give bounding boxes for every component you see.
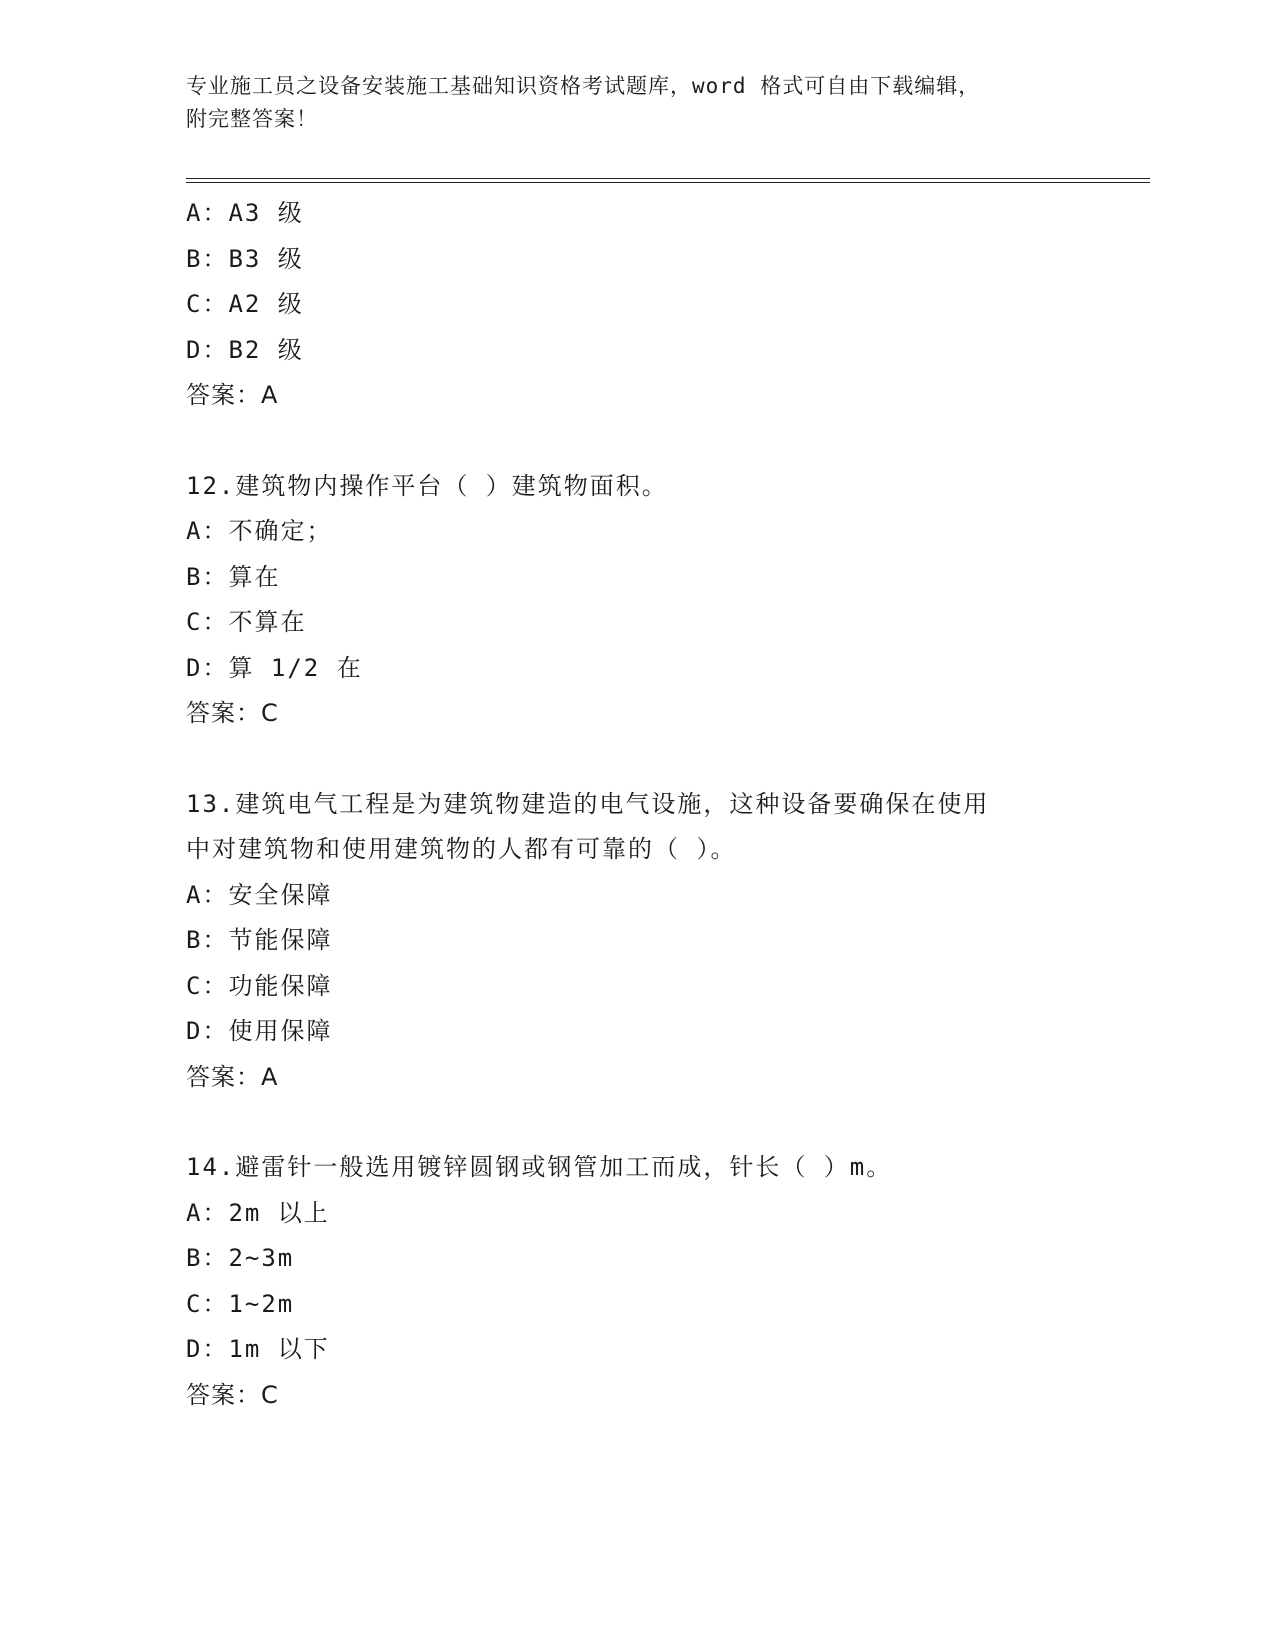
option-d: D：使用保障 <box>186 1017 333 1045</box>
answer-line: 答案：C <box>186 699 279 727</box>
question-block-prev <box>186 191 1126 419</box>
option-d: D：B2 级 <box>186 335 304 364</box>
header-title-line-2: 附完整答案！ <box>186 107 318 131</box>
question-block-12 <box>186 464 1126 737</box>
option-b: B：2~3m <box>186 1244 295 1272</box>
option-a: A：安全保障 <box>186 880 333 909</box>
question-spacer <box>186 737 1126 782</box>
option-c: C：不算在 <box>186 608 307 636</box>
option-c: C：功能保障 <box>186 971 333 1000</box>
option-c: C：1~2m <box>186 1289 295 1318</box>
answer-line: 答案：C <box>186 1380 279 1409</box>
question-block-13 <box>186 782 1126 1101</box>
header-title-line-1: 专业施工员之设备安装施工基础知识资格考试题库，word 格式可自由下载编辑， <box>186 74 981 98</box>
question-stem: 14.避雷针一般选用镀锌圆钢或钢管加工而成，针长（ ）m。 <box>186 1153 893 1181</box>
option-a: A：不确定； <box>186 517 333 545</box>
question-stem-line-1: 13.建筑电气工程是为建筑物建造的电气设施，这种设备要确保在使用 <box>186 789 990 818</box>
question-list <box>186 191 1126 1418</box>
option-b: B：B3 级 <box>186 244 304 273</box>
question-block-14 <box>186 1145 1126 1418</box>
option-a: A：2m 以上 <box>186 1198 330 1227</box>
question-spacer <box>186 1100 1126 1145</box>
option-b: B：算在 <box>186 562 281 591</box>
option-b: B：节能保障 <box>186 926 333 954</box>
option-d: D：算 1/2 在 <box>186 653 363 682</box>
question-stem: 12.建筑物内操作平台（ ）建筑物面积。 <box>186 471 668 500</box>
option-c: C：A2 级 <box>186 290 304 318</box>
header-divider-top <box>186 178 1150 179</box>
header-divider-bottom <box>186 182 1150 183</box>
document-header <box>186 70 1066 136</box>
question-spacer <box>186 419 1126 464</box>
answer-line: 答案：A <box>186 1062 279 1091</box>
question-stem-line-2: 中对建筑物和使用建筑物的人都有可靠的（ ）。 <box>186 835 737 863</box>
option-a: A：A3 级 <box>186 199 304 227</box>
answer-line: 答案：A <box>186 381 279 409</box>
option-d: D：1m 以下 <box>186 1335 330 1363</box>
